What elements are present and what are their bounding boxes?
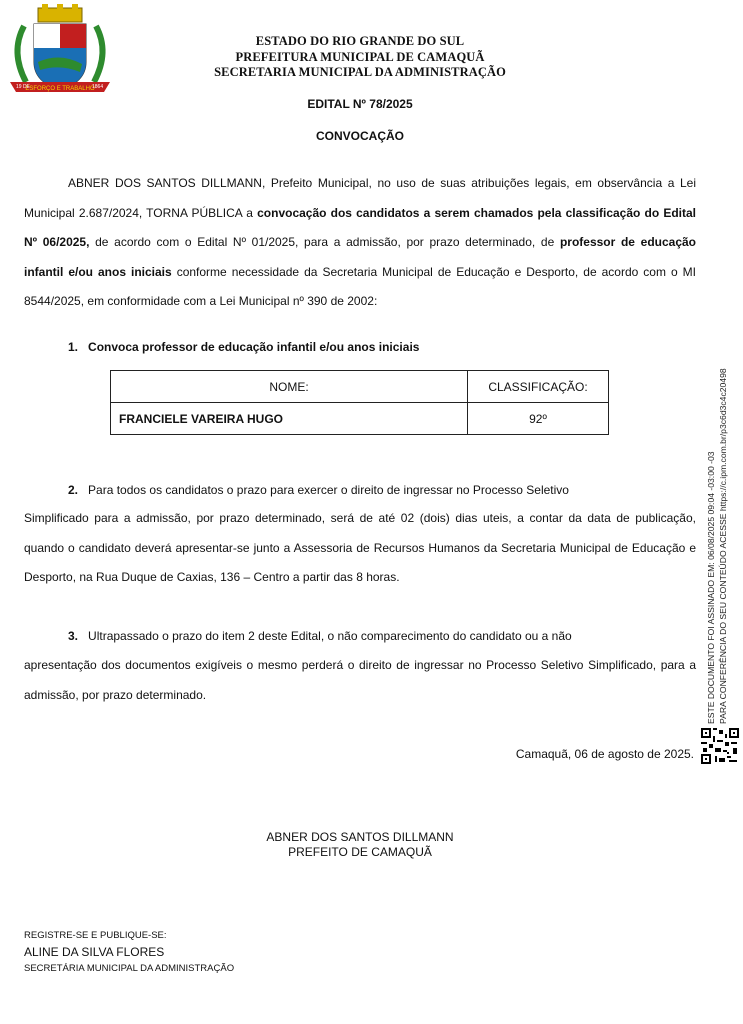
- item-2-body: Simplificado para a admissão, por prazo determinado, será de até 02 (dois) dias uteis, a contar da data de publicação, quando o candidato deverá apresentar-se junto a Assessoria de Recursos Humanos da Secretaria Municipal de Educação e Desporto, na Rua Duque de Caxias, 136 – Centro a partir das 8 horas.: [24, 511, 696, 584]
- crest-left-date: 19 DE: [16, 84, 30, 90]
- footer-role: SECRETÁRIA MUNICIPAL DA ADMINISTRAÇÃO: [24, 963, 235, 974]
- table-header-classification: CLASSIFICAÇÃO:: [468, 371, 609, 403]
- footer-name: ALINE DA SILVA FLORES: [24, 945, 165, 959]
- date-line: Camaquã, 06 de agosto de 2025.: [515, 747, 694, 761]
- table-row: [111, 403, 609, 435]
- intro-bold-2: professor de educação infantil e/ou anos iniciais: [24, 235, 697, 279]
- document-type: CONVOCAÇÃO: [315, 129, 404, 143]
- crest-right-date: 1864: [92, 84, 104, 90]
- table-header-row: [111, 371, 609, 403]
- item-1-number: 1.: [68, 340, 79, 354]
- item-2-number: 2.: [68, 483, 79, 497]
- table-header-name: NOME:: [111, 371, 468, 403]
- header-line-secretaria: SECRETARIA MUNICIPAL DA ADMINISTRAÇÃO: [214, 65, 506, 79]
- intro-text-2: de acordo com o Edital Nº 01/2025, para a admissão, por prazo determinado, de: [89, 235, 560, 249]
- header-line-prefeitura: PREFEITURA MUNICIPAL DE CAMAQUÃ: [235, 50, 485, 64]
- intro-bold-1: convocação dos candidatos a serem chamados pela classificação do Edital Nº 06/2025,: [24, 205, 696, 249]
- header-line-state: ESTADO DO RIO GRANDE DO SUL: [255, 34, 465, 48]
- signature-stamp-line-1: ESTE DOCUMENTO FOI ASSINADO EM: 06/08/2025 09:04 -03:00 -03: [706, 451, 716, 724]
- item-1-title: Convoca professor de educação infantil e/ou anos iniciais: [88, 340, 420, 354]
- signature-role: PREFEITO DE CAMAQUÃ: [288, 845, 432, 859]
- signature-block: [0, 830, 720, 860]
- footer-label: REGISTRE-SE E PUBLIQUE-SE:: [24, 930, 167, 941]
- qr-code-icon[interactable]: [701, 728, 739, 764]
- item-3-first-line: [68, 629, 572, 643]
- item-1-heading: [68, 340, 419, 354]
- signature-stamp-line-2: PARA CONFERÊNCIA DO SEU CONTEÚDO ACESSE https://c.ipm.com.br/p3c6d3c4c20498: [718, 368, 728, 724]
- item-3-body: apresentação dos documentos exigíveis o mesmo perderá o direito de ingressar no Processo Seletivo Simplificado, para a admissão, por prazo determinado.: [24, 658, 696, 702]
- edital-number: EDITAL Nº 78/2025: [307, 97, 413, 111]
- intro-paragraph: [24, 169, 696, 317]
- crest-motto: ESFORÇO E TRABALHO: [25, 86, 95, 92]
- item-3-first-text: Ultrapassado o prazo do item 2 deste Edital, o não comparecimento do candidato ou a não: [88, 629, 572, 643]
- candidate-name: FRANCIELE VAREIRA HUGO: [111, 403, 468, 435]
- coat-of-arms-logo: [4, 4, 116, 100]
- intro-text-1: ABNER DOS SANTOS DILLMANN, Prefeito Municipal, no uso de suas atribuições legais, em observância a Lei Municipal 2.687/2024, TORNA PÚBLICA a: [24, 176, 696, 220]
- intro-text-3: conforme necessidade da Secretaria Municipal de Educação e Desporto, de acordo com o MI 8544/2025, em conformidade com a Lei Municipal nº 390 de 2002:: [24, 264, 696, 308]
- item-2-first-line: [68, 483, 569, 497]
- candidates-table: [110, 370, 609, 435]
- signature-name: ABNER DOS SANTOS DILLMANN: [266, 830, 454, 844]
- item-3-number: 3.: [68, 629, 79, 643]
- candidate-classification: 92º: [468, 403, 609, 435]
- item-2-first-text: Para todos os candidatos o prazo para exercer o direito de ingressar no Processo Seletivo: [88, 483, 569, 497]
